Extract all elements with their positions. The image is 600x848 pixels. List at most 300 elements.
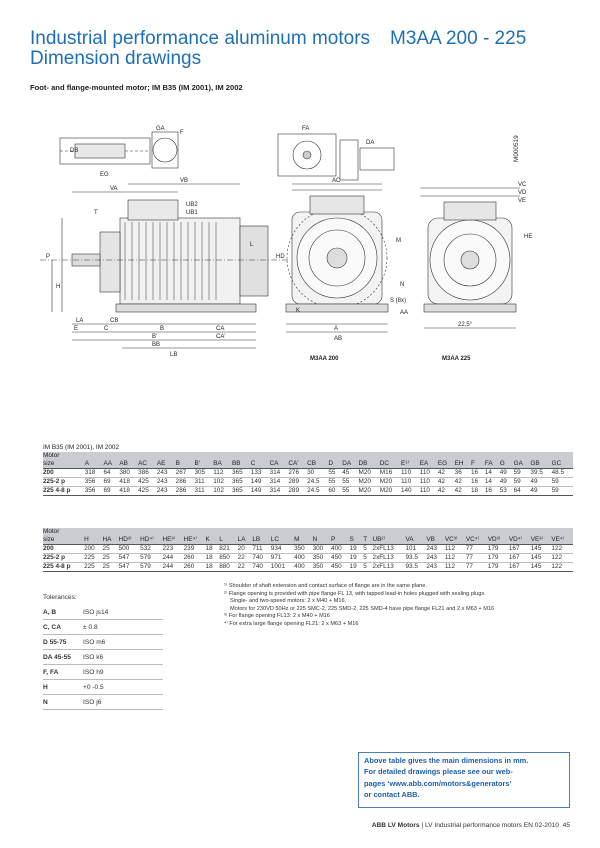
table-cell: 16: [471, 469, 485, 478]
footnote-6: ⁴⁾ For extra large flange opening FL21: 2 x M63 + M16: [224, 620, 359, 627]
table-cell: 55: [328, 478, 342, 487]
footnote-1: ¹⁾ Shoulder of shaft extension and contact surface of flange are in the same plane.: [224, 583, 427, 589]
drawing-label-ub1: UB1: [186, 210, 198, 216]
table-cell: 239: [184, 545, 206, 554]
table-cell: 311: [194, 487, 213, 496]
drawing-label-vd: VD: [518, 190, 527, 196]
table-cell: 386: [138, 469, 157, 478]
table-cell: 112: [213, 469, 232, 478]
drawing-label-la: LA: [76, 318, 84, 324]
table-cell: 579: [140, 563, 162, 572]
column-header: B': [194, 460, 213, 469]
page-footer: [372, 822, 570, 829]
drawing-label-t: T: [94, 210, 98, 216]
info-note: [358, 752, 570, 808]
table-cell: 425: [138, 487, 157, 496]
column-header: H: [84, 536, 102, 545]
table-cell: 243: [426, 563, 444, 572]
tolerance-value: ISO k6: [83, 653, 104, 661]
footnote-4: Motors for 230VD 50Hz or 225 SMC-2, 225 SMD-2, 225 SMD-4 have pipe flange FL21 and 2 x M63 + M16: [230, 605, 495, 612]
column-header: GA: [514, 460, 531, 469]
table-cell: 305: [194, 469, 213, 478]
column-header: VD⁴⁾: [509, 536, 531, 545]
drawing-label-fa: FA: [302, 126, 310, 132]
tolerances-title: Tolerances:: [43, 594, 77, 601]
column-header: D: [328, 460, 342, 469]
tolerance-key: D 55-75: [43, 638, 67, 646]
table-cell: 39.5: [530, 469, 551, 478]
drawing-label-a: A: [334, 326, 339, 332]
table-row: [43, 563, 573, 572]
tolerance-row: [43, 635, 163, 650]
tolerance-key: H: [43, 683, 48, 691]
table-cell: 25: [103, 563, 119, 572]
table-cell: 59: [514, 469, 531, 478]
column-header: AC: [138, 460, 157, 469]
drawing-label-m: M: [396, 238, 401, 244]
column-header: VA: [405, 536, 426, 545]
column-header: P: [331, 536, 349, 545]
table-cell: 112: [445, 545, 466, 554]
table-cell: 25: [103, 545, 119, 554]
table-cell: 2xFL13: [373, 545, 406, 554]
table-row: [43, 478, 573, 487]
tolerance-key: F, FA: [43, 668, 59, 676]
table-row: [43, 487, 573, 496]
table-cell: 244: [163, 563, 184, 572]
tolerance-value: ISO js14: [83, 608, 109, 616]
column-header: S: [350, 536, 364, 545]
table-cell: 22: [238, 563, 253, 572]
table-cell: 225: [84, 563, 102, 572]
table-cell: 286: [176, 478, 195, 487]
table-cell: 110: [401, 478, 420, 487]
column-header: GC: [552, 460, 573, 469]
table-cell: 122: [551, 554, 573, 563]
table-cell: 145: [531, 545, 552, 554]
drawing-label-n: N: [400, 282, 405, 288]
table-cell: 740: [252, 554, 270, 563]
column-header: UB²⁾: [373, 536, 406, 545]
page-number: 45: [562, 822, 570, 829]
column-header: GB: [530, 460, 551, 469]
table-cell: 286: [176, 487, 195, 496]
table-cell: 53: [500, 487, 514, 496]
column-header: LA: [238, 536, 253, 545]
table-cell: 60: [328, 487, 342, 496]
table-cell: 110: [420, 487, 438, 496]
tolerance-value: ISO m6: [83, 638, 106, 646]
table-cell: 22: [238, 554, 253, 563]
table-cell: 450: [331, 563, 349, 572]
table-cell: 314: [270, 478, 289, 487]
dimension-table-1: [43, 452, 573, 496]
table-cell: 244: [163, 554, 184, 563]
column-header: AA: [103, 460, 119, 469]
table-cell: 2xFL13: [373, 563, 406, 572]
tolerance-key: A, B: [43, 608, 57, 616]
table-cell: 59: [514, 478, 531, 487]
drawing-label-ub2: UB2: [186, 202, 198, 208]
drawing-label-c: C: [104, 326, 109, 332]
drawing-label-vc: VC: [518, 182, 527, 188]
table-cell: 49: [530, 478, 551, 487]
table-cell: 225-2 p: [43, 554, 84, 563]
table-cell: 18: [206, 545, 220, 554]
column-header: VC⁴⁾: [466, 536, 488, 545]
table-cell: 711: [252, 545, 270, 554]
table-cell: 418: [119, 487, 138, 496]
column-header: BA: [213, 460, 232, 469]
table-cell: 243: [157, 478, 176, 487]
tolerance-row: [43, 650, 163, 665]
table-cell: 18: [206, 563, 220, 572]
caption-m3aa225: M3AA 225: [442, 356, 471, 362]
column-header: VC³⁾: [445, 536, 466, 545]
table-cell: 19: [350, 563, 364, 572]
table-cell: 400: [294, 554, 312, 563]
table-cell: 276: [288, 469, 307, 478]
table-cell: 547: [119, 563, 141, 572]
table-cell: 179: [488, 545, 509, 554]
column-header: FA: [485, 460, 500, 469]
table-cell: 365: [232, 478, 251, 487]
table-cell: 356: [85, 487, 104, 496]
table-cell: 25: [103, 554, 119, 563]
table-header-motor: Motor: [43, 528, 573, 536]
table-cell: 77: [466, 545, 488, 554]
table-cell: 2xFL13: [373, 554, 406, 563]
drawing-label-va: VA: [110, 186, 118, 192]
table-cell: 20: [238, 545, 253, 554]
table-cell: M20: [380, 478, 401, 487]
table-cell: 365: [232, 469, 251, 478]
tolerance-value: ISO j6: [83, 698, 102, 706]
dimension-drawing: [40, 118, 560, 380]
table-cell: M20: [359, 478, 380, 487]
table-cell: M20: [359, 469, 380, 478]
table-row: [43, 545, 573, 554]
table-cell: 122: [551, 563, 573, 572]
table-cell: 223: [163, 545, 184, 554]
drawing-label-f: F: [180, 130, 184, 136]
table-cell: 64: [103, 469, 119, 478]
table-cell: 225: [84, 554, 102, 563]
table-cell: 149: [251, 487, 270, 496]
table-cell: M20: [359, 487, 380, 496]
tolerances: [43, 594, 163, 710]
table-cell: 880: [219, 563, 237, 572]
column-header: G: [500, 460, 514, 469]
table-cell: 16: [485, 487, 500, 496]
table-cell: 112: [445, 554, 466, 563]
column-header: EH: [455, 460, 471, 469]
table-cell: 19: [350, 554, 364, 563]
tolerance-row: [43, 695, 163, 710]
column-header: DA: [342, 460, 358, 469]
tolerance-key: C, CA: [43, 623, 61, 631]
tolerance-key: DA 45-55: [43, 653, 71, 661]
page-title: Industrial performance aluminum motors: [30, 28, 371, 49]
table-cell: 93.5: [405, 563, 426, 572]
table-cell: 42: [455, 487, 471, 496]
table-cell: 167: [509, 554, 531, 563]
table-cell: 102: [213, 478, 232, 487]
table-cell: 500: [119, 545, 141, 554]
drawing-label-lb: LB: [170, 352, 178, 358]
table-cell: 356: [85, 478, 104, 487]
dimension-table-2: [43, 528, 573, 572]
tolerance-key: N: [43, 698, 48, 706]
drawing-label-h: H: [56, 284, 61, 290]
table-cell: 243: [157, 469, 176, 478]
table-cell: 59: [552, 478, 573, 487]
table-cell: 49: [500, 478, 514, 487]
table-cell: 179: [488, 563, 509, 572]
footer-brand: ABB LV Motors: [371, 822, 420, 829]
table-cell: 19: [350, 545, 364, 554]
note-line-3: pages ‘www.abb.com/motors&generators’: [364, 778, 512, 788]
column-header: DC: [380, 460, 401, 469]
table-cell: 69: [103, 487, 119, 496]
table-cell: 18: [206, 554, 220, 563]
table-cell: 112: [445, 563, 466, 572]
table-cell: 55: [342, 487, 358, 496]
note-line-1: Above table gives the main dimensions in mm.: [364, 756, 529, 765]
table-cell: 45: [342, 469, 358, 478]
column-header: HE³⁾: [163, 536, 184, 545]
drawing-label-he: HE: [524, 234, 533, 240]
tolerance-value: ISO h9: [83, 668, 104, 676]
table-cell: 350: [294, 545, 312, 554]
note-line-4: or contact ABB.: [364, 790, 420, 800]
column-header: M: [294, 536, 312, 545]
column-header: AE: [157, 460, 176, 469]
table-cell: 42: [455, 478, 471, 487]
column-header: HE⁴⁾: [184, 536, 206, 545]
table-cell: 49: [500, 469, 514, 478]
drawing-label-cb: CB: [110, 318, 119, 324]
column-header: HA: [103, 536, 119, 545]
table-cell: 55: [342, 478, 358, 487]
column-header: L: [219, 536, 237, 545]
drawing-label-hd: HD: [276, 254, 285, 260]
table-cell: 110: [401, 469, 420, 478]
tolerance-value: +0 -0.5: [83, 683, 104, 691]
drawing-label-e: E: [74, 326, 79, 332]
column-header: T: [363, 536, 372, 545]
column-header: EG: [438, 460, 455, 469]
drawing-label-ga: GA: [156, 126, 165, 132]
table-cell: 821: [219, 545, 237, 554]
table-cell: 1001: [271, 563, 294, 572]
column-header: VD³⁾: [488, 536, 509, 545]
drawing-label-ca: CA: [216, 326, 225, 332]
drawing-label-b: B: [160, 326, 165, 332]
table-cell: 225-2 p: [43, 478, 85, 487]
table-cell: 42: [438, 487, 455, 496]
table-cell: 380: [119, 469, 138, 478]
table-cell: 179: [488, 554, 509, 563]
table-cell: 200: [84, 545, 102, 554]
drawing-label-db: DB: [70, 148, 79, 154]
column-header: EA: [420, 460, 438, 469]
table-cell: 16: [471, 478, 485, 487]
caption-m3aa200: M3AA 200: [310, 356, 339, 362]
table-cell: 532: [140, 545, 162, 554]
footnote-3: Single- and two-speed motors: 2 x M40 + M16.: [230, 598, 347, 604]
column-header: HD³⁾: [119, 536, 141, 545]
table-cell: 49: [530, 487, 551, 496]
table-cell: 267: [176, 469, 195, 478]
table-cell: 400: [331, 545, 349, 554]
table-cell: 311: [194, 478, 213, 487]
table-cell: 350: [313, 563, 331, 572]
table-row: [43, 554, 573, 563]
table-cell: M16: [380, 469, 401, 478]
product-range: M3AA 200 - 225: [390, 28, 527, 49]
table-cell: 418: [119, 478, 138, 487]
table-cell: 5: [363, 554, 372, 563]
table-cell: 318: [85, 469, 104, 478]
column-header: E¹⁾: [401, 460, 420, 469]
drawing-label-p: P: [46, 254, 51, 260]
table-cell: 110: [420, 469, 438, 478]
table-cell: 365: [232, 487, 251, 496]
column-header: BB: [232, 460, 251, 469]
table-cell: 579: [140, 554, 162, 563]
tolerance-row: [43, 665, 163, 680]
column-header: C: [251, 460, 270, 469]
column-header: CA': [288, 460, 307, 469]
table-cell: 547: [119, 554, 141, 563]
table-cell: 149: [251, 478, 270, 487]
table-cell: 850: [219, 554, 237, 563]
note-line-2: For detailed drawings please see our web-: [364, 767, 513, 777]
table-cell: 167: [509, 545, 531, 554]
drawing-label-ab: AB: [334, 336, 343, 342]
table-cell: 77: [466, 563, 488, 572]
drawing-label-da: DA: [366, 140, 375, 146]
table-cell: 145: [531, 554, 552, 563]
column-header: DB: [359, 460, 380, 469]
table-cell: 42: [438, 478, 455, 487]
column-header: B: [176, 460, 195, 469]
table-cell: 30: [307, 469, 328, 478]
table-cell: 400: [294, 563, 312, 572]
column-header: K: [206, 536, 220, 545]
table-cell: 225 4-8 p: [43, 563, 84, 572]
drawing-label-s: S (8x): [390, 298, 407, 304]
table-cell: 55: [328, 469, 342, 478]
drawing-label-ac: AC: [332, 178, 341, 184]
drawing-label-bprime: B': [152, 334, 158, 340]
table-cell: 300: [313, 545, 331, 554]
table-cell: 18: [471, 487, 485, 496]
table-cell: 200: [43, 545, 84, 554]
column-header: size: [43, 460, 85, 469]
table-cell: 24.5: [307, 487, 328, 496]
column-header: LC: [271, 536, 294, 545]
table-cell: 77: [466, 554, 488, 563]
tolerance-value: ± 0.8: [83, 623, 98, 631]
column-header: N: [313, 536, 331, 545]
drawing-ref-code: M000519: [513, 135, 520, 162]
table-cell: 145: [531, 563, 552, 572]
table-cell: 48.5: [552, 469, 573, 478]
table-cell: 102: [213, 487, 232, 496]
column-header: CA: [270, 460, 289, 469]
table-cell: 167: [509, 563, 531, 572]
column-header: F: [471, 460, 485, 469]
footer-text: | LV Industrial performance motors EN 02-2010: [419, 822, 559, 829]
table-cell: 350: [313, 554, 331, 563]
table-cell: 289: [288, 487, 307, 496]
table-cell: 101: [405, 545, 426, 554]
column-header: HD⁴⁾: [140, 536, 162, 545]
table-cell: 110: [420, 478, 438, 487]
table-cell: 243: [157, 487, 176, 496]
table-row: [43, 469, 573, 478]
mounting-description: Foot- and flange-mounted motor; IM B35 (IM 2001), IM 2002: [30, 83, 243, 92]
table-cell: 740: [252, 563, 270, 572]
column-header: VE⁴⁾: [551, 536, 573, 545]
table-cell: 243: [426, 545, 444, 554]
table-cell: 14: [485, 478, 500, 487]
drawing-label-k: K: [296, 308, 301, 314]
column-header: size: [43, 536, 84, 545]
footnotes: [224, 583, 564, 628]
drawing-label-eg: EG: [100, 172, 109, 178]
tolerance-row: [43, 620, 163, 635]
drawing-label-angle: 22,5°: [458, 322, 473, 328]
table-cell: 450: [331, 554, 349, 563]
footnote-5: ³⁾ For flange opening FL13: 2 x M40 + M16: [224, 613, 331, 619]
table-cell: 289: [288, 478, 307, 487]
table-cell: 59: [552, 487, 573, 496]
table-cell: 133: [251, 469, 270, 478]
table-cell: 934: [271, 545, 294, 554]
column-header: CB: [307, 460, 328, 469]
drawing-label-bb: BB: [152, 342, 161, 348]
drawing-label-l: L: [250, 242, 254, 248]
column-header: A: [85, 460, 104, 469]
table-cell: 93.5: [405, 554, 426, 563]
table-cell: 425: [138, 478, 157, 487]
table-cell: 225 4-8 p: [43, 487, 85, 496]
table-cell: 140: [401, 487, 420, 496]
tolerance-row: [43, 680, 163, 695]
column-header: AB: [119, 460, 138, 469]
table-cell: 243: [426, 554, 444, 563]
table-cell: M20: [380, 487, 401, 496]
table-cell: 64: [514, 487, 531, 496]
drawing-label-ve: VE: [518, 198, 527, 204]
table-cell: 200: [43, 469, 85, 478]
table-cell: 69: [103, 478, 119, 487]
table-cell: 24.5: [307, 478, 328, 487]
table-cell: 971: [271, 554, 294, 563]
table-cell: 36: [455, 469, 471, 478]
drawing-label-vb: VB: [180, 178, 189, 184]
table-cell: 260: [184, 554, 206, 563]
table-cell: 314: [270, 469, 289, 478]
footnote-2: ²⁾ Flange opening is provided with pipe flange FL 13, with tapped lead-in holes plugged with sealing plugs.: [224, 590, 486, 597]
column-header: LB: [252, 536, 270, 545]
table-header-motor: Motor: [43, 452, 573, 460]
table-cell: 5: [363, 545, 372, 554]
drawing-label-caprime: CA': [216, 334, 226, 340]
